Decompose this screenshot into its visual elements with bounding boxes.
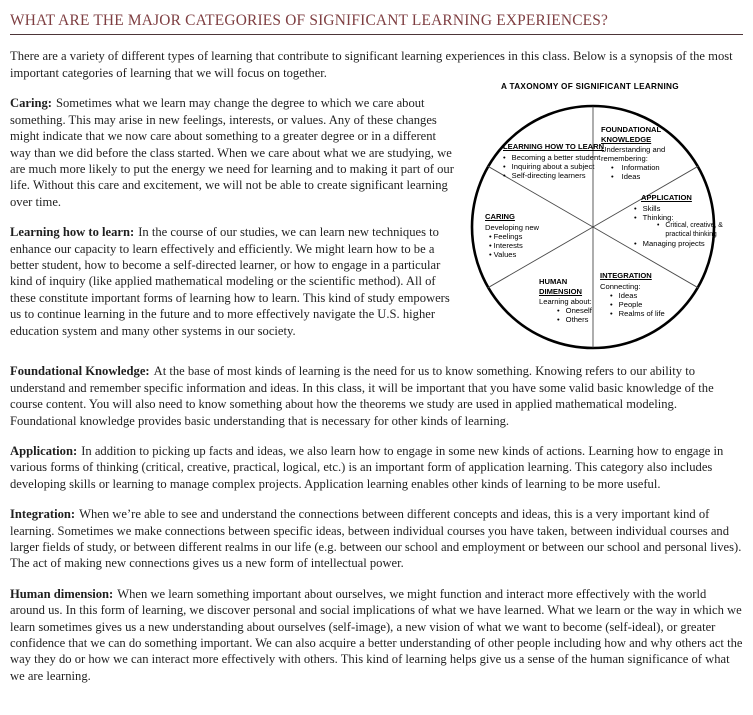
list-item: • Skills bbox=[634, 204, 742, 213]
list-item: • Managing projects bbox=[634, 239, 742, 248]
sector-foundational-heading: FOUNDATIONAL KNOWLEDGE bbox=[601, 125, 662, 144]
sector-learning-heading: LEARNING HOW TO LEARN bbox=[503, 142, 605, 152]
list-item: • Ideas bbox=[611, 172, 671, 181]
sector-integration-subtitle: Connecting: bbox=[600, 281, 641, 291]
paragraph-learning-text: In the course of our studies, we can learn new techniques to enhance our capacity to learn effectively and efficiently. We might learn how to be a better student, how to become a self-directed learner, or how to engage in a particular kind of inquiry (like applied mathematical modeling or the scientific method). All of these constitute important forms of learning how to learn. This kind of study empowers us to continue learning in the future and to more effectively navigate the U.S. higher education system and many other systems in our society. bbox=[10, 225, 450, 338]
list-item: • Oneself bbox=[557, 306, 629, 315]
paragraph-caring-label: Caring: bbox=[10, 96, 52, 111]
sector-foundational-knowledge bbox=[601, 125, 671, 181]
list-item: • Self-directing learners bbox=[503, 171, 665, 180]
sector-human-heading: HUMAN DIMENSION bbox=[539, 277, 583, 296]
list-item: • Others bbox=[557, 315, 629, 324]
sector-human-subtitle: Learning about: bbox=[539, 296, 592, 306]
taxonomy-diagram bbox=[470, 79, 743, 355]
sector-foundational-subtitle: Understanding and remembering: bbox=[601, 144, 666, 163]
list-item: • Ideas bbox=[610, 291, 692, 300]
paragraph-human-dimension bbox=[10, 586, 743, 684]
list-item: • People bbox=[610, 300, 692, 309]
paragraph-application-label: Application: bbox=[10, 443, 78, 458]
paragraph-human-label: Human dimension: bbox=[10, 586, 114, 601]
list-item: • Thinking: bbox=[634, 213, 742, 222]
list-item: • Becoming a better student bbox=[503, 153, 665, 162]
sector-application bbox=[634, 193, 742, 248]
intro-paragraph: There are a variety of different types of learning that contribute to significant learning experiences in this class. Below is a synopsis of the most important categories of learning that we will focus on together. bbox=[10, 49, 733, 80]
paragraph-learning-label: Learning how to learn: bbox=[10, 225, 135, 240]
sector-caring bbox=[485, 212, 565, 259]
list-item: • Values bbox=[489, 250, 565, 259]
paragraph-foundational-label: Foundational Knowledge: bbox=[10, 364, 150, 379]
sector-integration bbox=[600, 271, 692, 318]
paragraph-application bbox=[10, 443, 743, 492]
paragraph-caring-text: Sometimes what we learn may change the degree to which we care about something. This may arise in new feelings, interests, or values. Any of these changes might indicate that we now care about something to a greater degree or in a different way than we did before the class started. When we care about what we are studying, we are much more likely to put the energy we need for learning and to making it part of our life. Without this care and excitement, we will not be able to create significant learning over time. bbox=[10, 96, 454, 209]
paragraph-integration bbox=[10, 506, 743, 572]
document-page bbox=[10, 12, 743, 684]
sector-integration-heading: INTEGRATION bbox=[600, 271, 652, 281]
list-item: • Inquiring about a subject bbox=[503, 162, 665, 171]
sector-caring-subtitle: Developing new bbox=[485, 222, 540, 232]
list-item: • Realms of life bbox=[610, 309, 692, 318]
list-item: • Feelings bbox=[489, 232, 565, 241]
list-item: • Interests bbox=[489, 241, 565, 250]
list-subitem: • Critical, creative, & practical thinking bbox=[657, 222, 737, 239]
paragraph-human-text: When we learn something important about ourselves, we might function and interact more effectively with the world around us. In this form of learning, we discover personal and social implications of what we have learned. What we learn or the way in which we learn sometimes gives us a new understanding about ourselves (self-image), a new vision of what we want to become (self-ideal), or greater confidence that we can do something important. We can also acquire a better understanding of other people including how and why others act the way they do or how we can interact more effectively with others. This kind of learning helps give us a sense of the human significance of what we are learning. bbox=[10, 586, 743, 683]
paragraph-foundational-knowledge bbox=[10, 363, 743, 429]
diagram-title: A TAXONOMY OF SIGNIFICANT LEARNING bbox=[501, 82, 679, 92]
paragraph-integration-label: Integration: bbox=[10, 507, 76, 522]
paragraph-foundational-text: At the base of most kinds of learning is the need for us to know something. Knowing refers to our ability to understand and remember specific information and ideas. In this class, it will be important that you have some valid basic knowledge of the course content. You will also need to know something about how the theorems we study are used in applied mathematical modeling. Foundational knowledge provides basic understanding that is necessary for other kinds of learning. bbox=[10, 364, 714, 428]
paragraph-integration-text: When we’re able to see and understand the connections between different concepts and ideas, this is a very important kind of learning. Sometimes we make connections between specific ideas, between individual courses you have taken, between individual courses and larger fields of study, or between different realms in our life (e.g. between our school and employment or between our school and personal lives). The act of making new connections gives us a new form of intellectual power. bbox=[10, 507, 742, 571]
list-item: • Information bbox=[611, 163, 671, 172]
sector-application-heading: APPLICATION bbox=[641, 193, 692, 203]
paragraph-application-text: In addition to picking up facts and ideas, we also learn how to engage in some new kinds of actions. Learning how to engage in various forms of thinking (critical, creative, practical, logical, etc.) is an important form of application learning. This category also includes developing skills or learning to manage complex projects. Application learning enables other kinds of learning to be more useful. bbox=[10, 443, 724, 491]
page-title: WHAT ARE THE MAJOR CATEGORIES OF SIGNIFICANT LEARNING EXPERIENCES? bbox=[10, 12, 743, 35]
sector-caring-heading: CARING bbox=[485, 212, 515, 222]
